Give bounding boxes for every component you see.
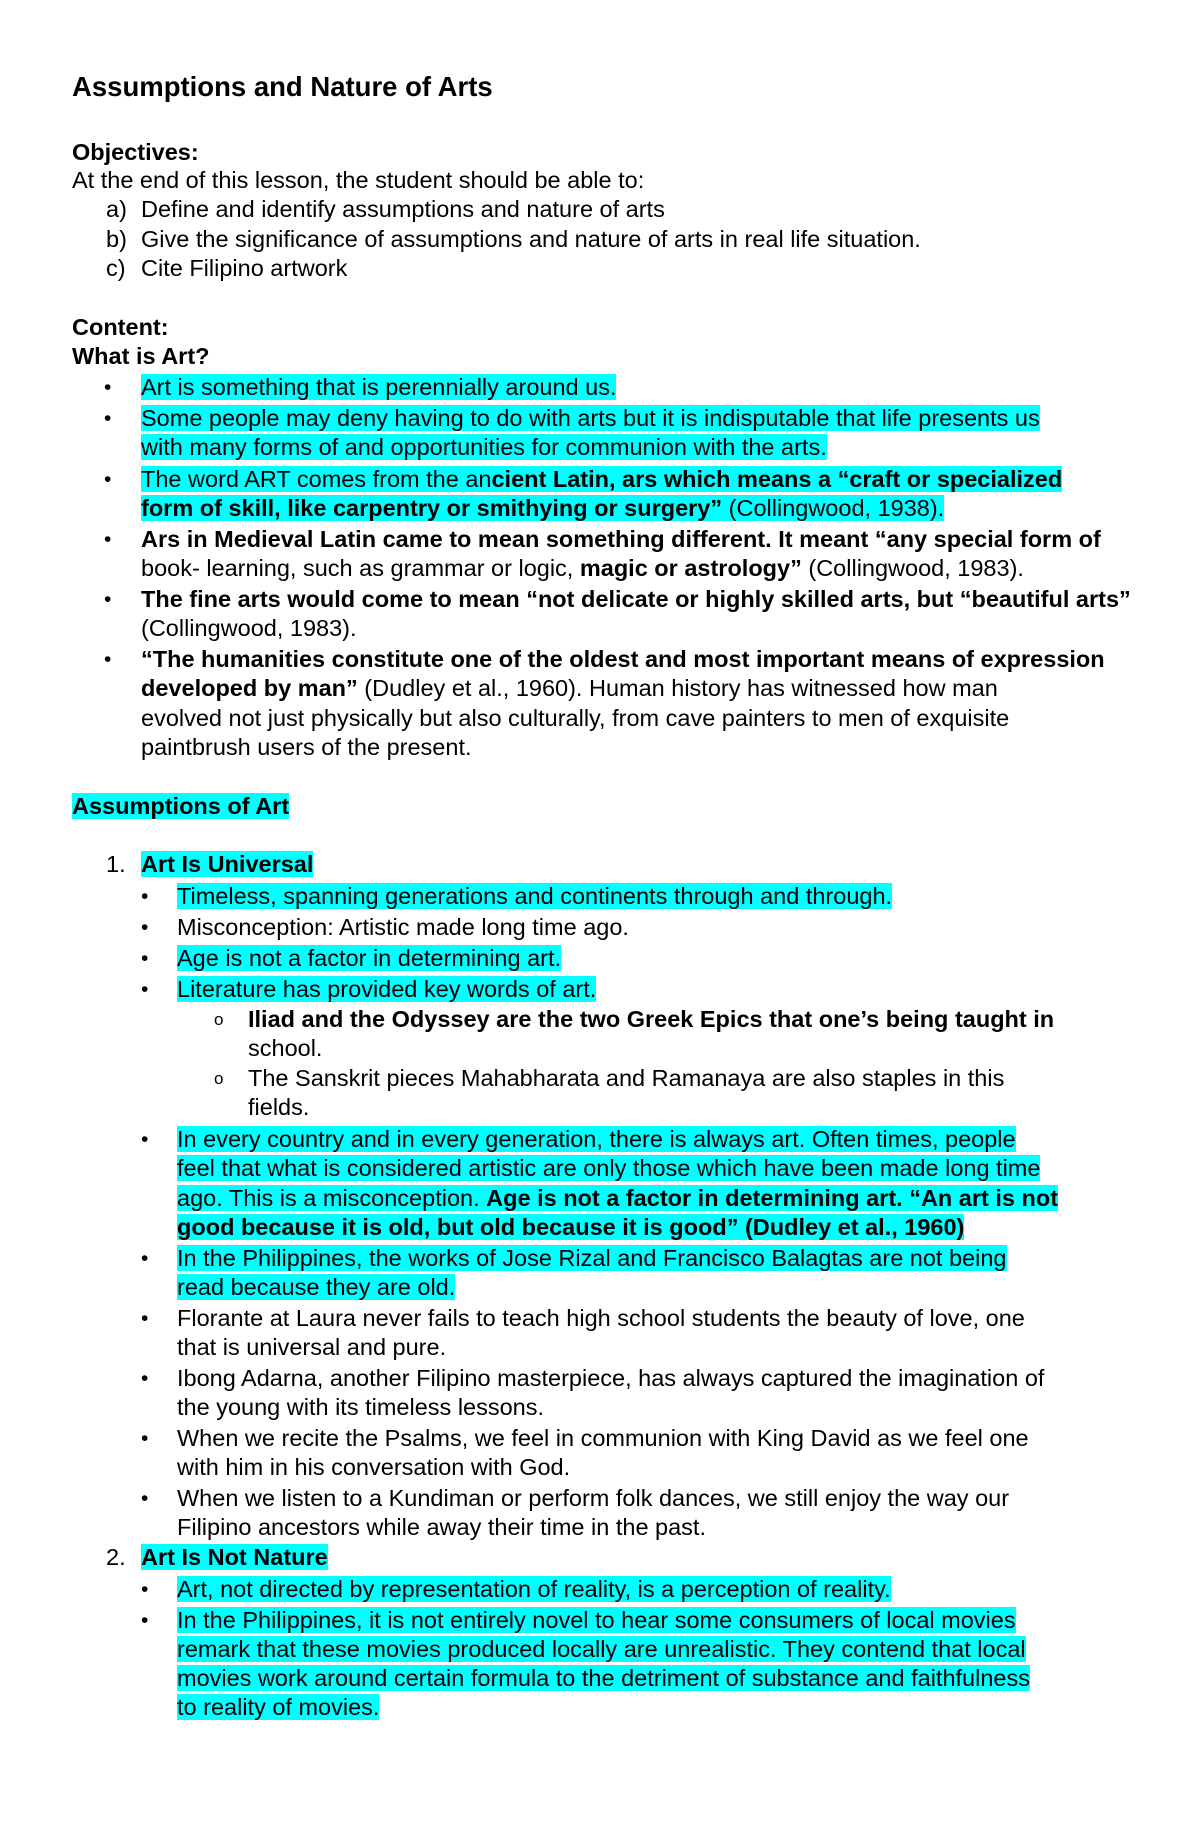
circle-bullet-icon: o — [214, 1069, 224, 1088]
list-item-continued: to reality of movies. — [177, 1694, 380, 1720]
list-item: The word ART comes from the ancient Latin, ars which means a “craft or specialized — [141, 466, 1063, 492]
section-title-not-nature: Art Is Not Nature — [141, 1544, 328, 1570]
list-item: Florante at Laura never fails to teach high school students the beauty of love, one — [177, 1305, 1025, 1331]
bullet-icon: • — [141, 1609, 149, 1632]
bullet-icon: • — [104, 468, 112, 491]
objectives-heading: Objectives: — [72, 139, 199, 165]
list-item: Timeless, spanning generations and continents through and through. — [177, 883, 893, 909]
list-item-continued: ago. This is a misconception. Age is not a factor in determining art. “An art is not — [177, 1185, 1059, 1211]
bullet-icon: • — [141, 885, 149, 908]
list-item-continued: feel that what is considered artistic are only those which have been made long time — [177, 1155, 1041, 1181]
bullet-icon: • — [104, 528, 112, 551]
bullet-icon: • — [141, 1367, 149, 1390]
bullet-icon: • — [141, 916, 149, 939]
list-item: Art is something that is perennially around us. — [141, 374, 617, 400]
bullet-icon: • — [141, 1128, 149, 1151]
objectives-intro: At the end of this lesson, the student should be able to: — [72, 167, 645, 193]
list-item: Misconception: Artistic made long time ago. — [177, 914, 629, 940]
sub-list-item: The Sanskrit pieces Mahabharata and Ramanaya are also staples in this — [248, 1065, 1005, 1091]
circle-bullet-icon: o — [214, 1010, 224, 1029]
objective-item: Cite Filipino artwork — [141, 255, 348, 281]
list-item-continued: developed by man” (Dudley et al., 1960). Human history has witnessed how man — [141, 675, 998, 701]
list-item-continued: the young with its timeless lessons. — [177, 1394, 545, 1420]
list-item: In the Philippines, it is not entirely novel to hear some consumers of local movies — [177, 1607, 1016, 1633]
bullet-icon: • — [104, 376, 112, 399]
list-marker: b) — [106, 226, 127, 252]
bullet-icon: • — [104, 588, 112, 611]
page-title: Assumptions and Nature of Arts — [72, 71, 493, 102]
section-title-universal: Art Is Universal — [141, 851, 314, 877]
list-item: The fine arts would come to mean “not delicate or highly skilled arts, but “beautiful arts” — [141, 586, 1131, 612]
list-item-continued: paintbrush users of the present. — [141, 734, 472, 760]
list-item-continued: good because it is old, but old because it is good” (Dudley et al., 1960) — [177, 1214, 965, 1240]
list-item-continued: evolved not just physically but also culturally, from cave painters to men of exquisite — [141, 705, 1010, 731]
list-item: “The humanities constitute one of the oldest and most important means of expression — [141, 646, 1105, 672]
sub-list-item-continued: fields. — [248, 1094, 310, 1120]
list-item-continued: read because they are old. — [177, 1274, 456, 1300]
bullet-icon: • — [104, 407, 112, 430]
bullet-icon: • — [141, 1578, 149, 1601]
list-item: In the Philippines, the works of Jose Rizal and Francisco Balagtas are not being — [177, 1245, 1007, 1271]
list-item-continued: with many forms of and opportunities for communion with the arts. — [141, 434, 827, 460]
objective-item: Define and identify assumptions and nature of arts — [141, 196, 665, 222]
list-item: Age is not a factor in determining art. — [177, 945, 562, 971]
content-heading: Content: — [72, 314, 169, 340]
list-item: When we recite the Psalms, we feel in communion with King David as we feel one — [177, 1425, 1029, 1451]
list-item-continued: movies work around certain formula to the detriment of substance and faithfulness — [177, 1665, 1030, 1691]
list-item: Literature has provided key words of art. — [177, 976, 597, 1002]
section-number: 2. — [106, 1544, 126, 1570]
section-number: 1. — [106, 851, 126, 877]
bullet-icon: • — [141, 947, 149, 970]
list-item: In every country and in every generation, there is always art. Often times, people — [177, 1126, 1016, 1152]
assumptions-heading: Assumptions of Art — [72, 793, 290, 819]
what-is-art-heading: What is Art? — [72, 343, 210, 369]
list-marker: a) — [106, 196, 127, 222]
bullet-icon: • — [141, 1307, 149, 1330]
bullet-icon: • — [141, 1247, 149, 1270]
bullet-icon: • — [104, 648, 112, 671]
bullet-icon: • — [141, 1487, 149, 1510]
list-item: Some people may deny having to do with arts but it is indisputable that life presents us — [141, 405, 1040, 431]
objective-item: Give the significance of assumptions and nature of arts in real life situation. — [141, 226, 921, 252]
list-item-continued: that is universal and pure. — [177, 1334, 447, 1360]
list-item-continued: Filipino ancestors while away their time in the past. — [177, 1514, 706, 1540]
list-item: When we listen to a Kundiman or perform folk dances, we still enjoy the way our — [177, 1485, 1010, 1511]
bullet-icon: • — [141, 978, 149, 1001]
list-item-continued: remark that these movies produced locally are unrealistic. They contend that local — [177, 1636, 1026, 1662]
bullet-icon: • — [141, 1427, 149, 1450]
list-item-continued: (Collingwood, 1983). — [141, 615, 357, 641]
list-item: Art, not directed by representation of reality, is a perception of reality. — [177, 1576, 891, 1602]
list-item: Ars in Medieval Latin came to mean something different. It meant “any special form of — [141, 526, 1101, 552]
sub-list-item-continued: school. — [248, 1035, 323, 1061]
list-item-continued: book- learning, such as grammar or logic, magic or astrology” (Collingwood, 1983). — [141, 555, 1024, 581]
sub-list-item: Iliad and the Odyssey are the two Greek Epics that one’s being taught in — [248, 1006, 1055, 1032]
list-item-continued: with him in his conversation with God. — [177, 1454, 571, 1480]
list-marker: c) — [106, 255, 126, 281]
list-item: Ibong Adarna, another Filipino masterpiece, has always captured the imagination of — [177, 1365, 1045, 1391]
list-item-continued: form of skill, like carpentry or smithying or surgery” (Collingwood, 1938). — [141, 495, 945, 521]
